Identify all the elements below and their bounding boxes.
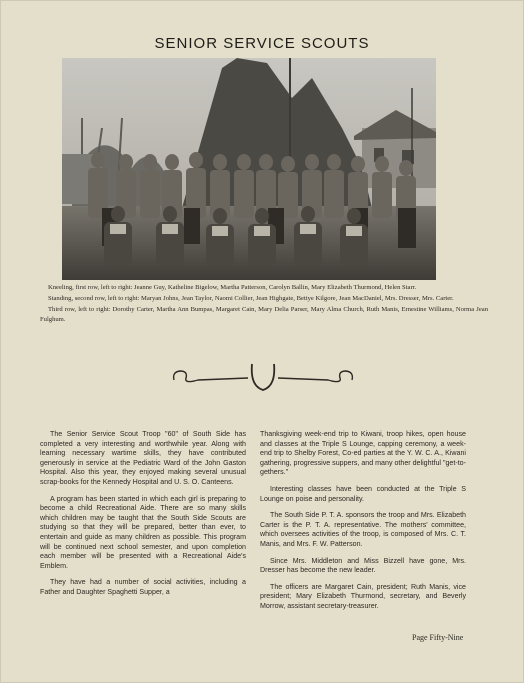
decorative-scroll-ornament bbox=[168, 360, 358, 396]
article-column-left bbox=[40, 430, 246, 605]
paragraph: The Senior Service Scout Troop "60" of South Side has completed a very interesting and worthwhile year. Along with learning necessary wartime skills, they have contributed generously in service at the Pediatric Ward of the John Gaston Hospital. Also this year, they enjoyed making several unusual scrap-books for the Kennedy Hospital and U. S. O. Canteens. bbox=[40, 430, 246, 486]
page-title: SENIOR SERVICE SCOUTS bbox=[154, 35, 370, 52]
paragraph: Thanksgiving week-end trip to Kiwani, troop hikes, open house and classes at the Triple S Lounge, capping ceremony, a week-end trip to Shelby Forest, Co-ed parties at the Y. W. C. A., Kiwani gathering, progressive suppers, and many other delightful "get-to-gethers." bbox=[260, 430, 466, 477]
paragraph: Interesting classes have been conducted at the Triple S Lounge on poise and personality. bbox=[260, 484, 466, 503]
paragraph: They have had a number of social activities, including a Father and Daughter Spaghetti Supper, a bbox=[40, 578, 246, 596]
paragraph: Since Mrs. Middleton and Miss Bizzell have gone, Mrs. Dresser has become the new leader. bbox=[260, 556, 466, 575]
page-number: Page Fifty-Nine bbox=[412, 633, 464, 642]
paragraph: The officers are Margaret Cain, president; Ruth Manis, vice president; Mary Elizabeth Thurmond, secretary, and Beverly Morrow, assistant secretary-treasurer. bbox=[260, 582, 466, 610]
caption-row-1: Kneeling, first row, left to right: Jeanne Guy, Katheline Bigelow, Martha Patterson, Carolyn Ballin, Mary Elizabeth Thurmond, Helen Starr. bbox=[48, 284, 417, 291]
paragraph: A program has been started in which each girl is preparing to become a child Recreational Aide. There are so many skills which children may be taught that the South Side Scouts are studying so that they will be prepared, better than ever, to entertain and guide as many children as possible. This program will be continued next school semester, and upon completion each member will be presented with a Recreational Aide's Emblem. bbox=[40, 494, 246, 570]
photo-caption bbox=[40, 283, 488, 326]
paragraph: The South Side P. T. A. sponsors the troop and Mrs. Elizabeth Carter is the P. T. A. representative. The mothers' committee, which oversees activities of the troop, is composed of Mrs. C. T. Manis, and Mrs. F. W. Patterson. bbox=[260, 511, 466, 548]
caption-row-3: Third row, left to right: Dorothy Carter, Martha Ann Bumpas, Margaret Cain, Mary Delia Parser, Mary Alma Church, Ruth Manis, Ernestine Williams, Norma Jean Fulghum. bbox=[40, 305, 488, 324]
article-column-right bbox=[260, 430, 466, 619]
caption-row-2: Standing, second row, left to right: Maryan Johns, Jean Taylor, Naomi Collier, Jean Highgate, Bettye Kilgore, Jean MacDaniel, Mrs. Dresser, Mrs. Carter. bbox=[48, 294, 454, 302]
group-photo-image bbox=[62, 58, 436, 280]
group-photo bbox=[62, 58, 436, 280]
